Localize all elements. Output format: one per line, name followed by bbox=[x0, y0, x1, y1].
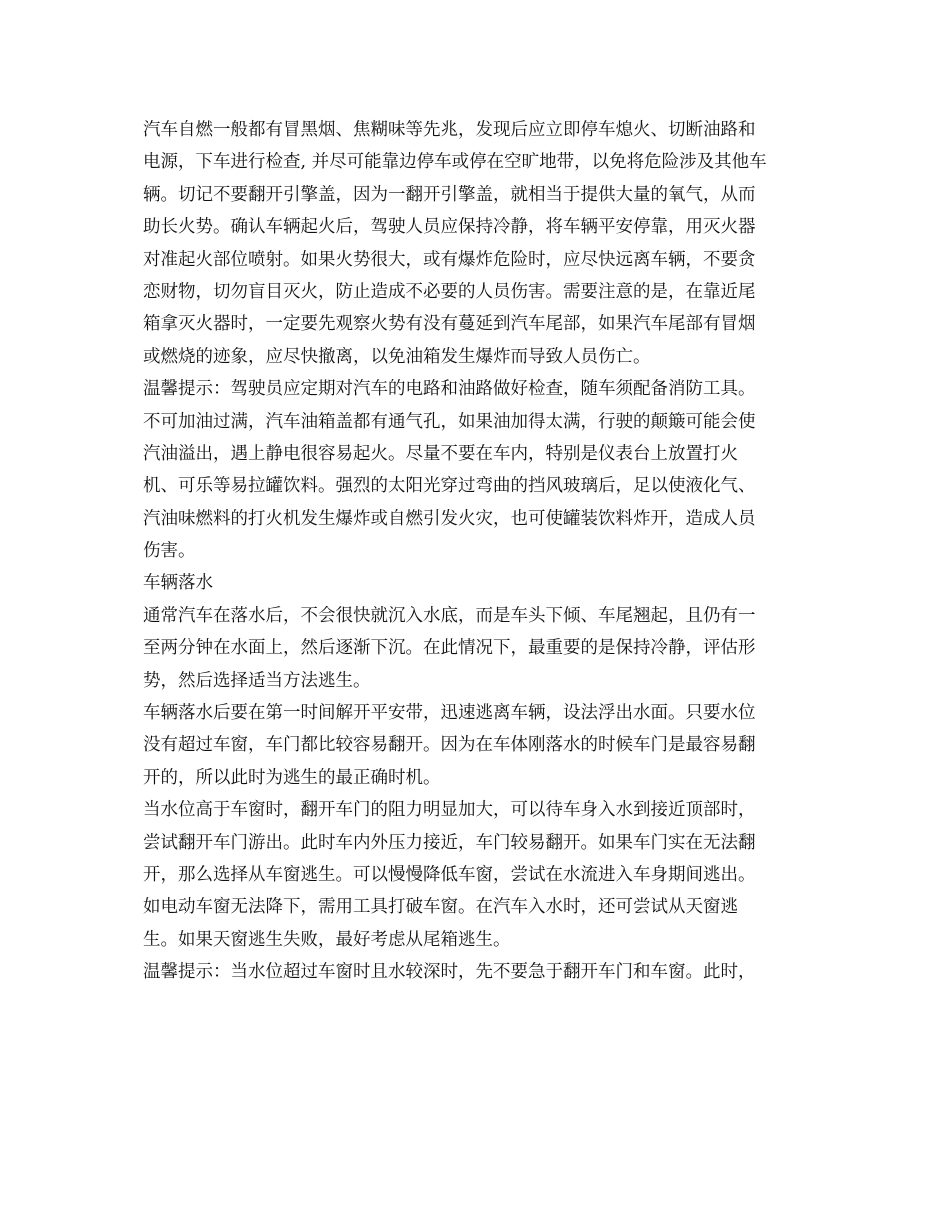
text-line: 势，然后选择适当方法逃生。 bbox=[143, 670, 371, 691]
text-line: 至两分钟在水面上，然后逐渐下沉。在此情况下，最重要的是保持冷静，评估形 bbox=[143, 638, 756, 659]
document-body bbox=[143, 114, 808, 989]
text-line: 开的，所以此时为逃生的最正确时机。 bbox=[143, 767, 441, 788]
text-line: 温馨提示：当水位超过车窗时且水较深时，先不要急于翻开车门和车窗。此时， bbox=[143, 962, 756, 983]
text-line: 伤害。 bbox=[143, 541, 196, 562]
text-line: 机、可乐等易拉罐饮料。强烈的太阳光穿过弯曲的挡风玻璃后，足以使液化气、 bbox=[143, 476, 756, 497]
text-line: 汽油溢出，遇上静电很容易起火。尽量不要在车内，特别是仪表台上放置打火 bbox=[143, 443, 738, 464]
section-heading: 车辆落水 bbox=[143, 573, 213, 594]
text-line: 不可加油过满，汽车油箱盖都有通气孔，如果油加得太满，行驶的颠簸可能会使 bbox=[143, 411, 756, 432]
text-line: 开，那么选择从车窗逃生。可以慢慢降低车窗，尝试在水流进入车身期间逃出。 bbox=[143, 864, 756, 885]
text-line: 没有超过车窗，车门都比较容易翻开。因为在车体刚落水的时候车门是最容易翻 bbox=[143, 735, 756, 756]
text-line: 如电动车窗无法降下，需用工具打破车窗。在汽车入水时，还可尝试从天窗逃 bbox=[143, 897, 738, 918]
text-line: 温馨提示：驾驶员应定期对汽车的电路和油路做好检查，随车须配备消防工具。 bbox=[143, 379, 756, 400]
text-line: 或燃烧的迹象，应尽快撤离，以免油箱发生爆炸而导致人员伤亡。 bbox=[143, 346, 651, 367]
text-line: 恋财物，切勿盲目灭火，防止造成不必要的人员伤害。需要注意的是，在靠近尾 bbox=[143, 281, 756, 302]
text-line: 电源，下车进行检查, 并尽可能靠边停车或停在空旷地带，以免将危险涉及其他车 bbox=[143, 152, 767, 173]
text-line: 通常汽车在落水后，不会很快就沉入水底，而是车头下倾、车尾翘起，且仍有一 bbox=[143, 605, 756, 626]
text-line: 汽车自燃一般都有冒黑烟、焦糊味等先兆，发现后应立即停车熄火、切断油路和 bbox=[143, 120, 756, 140]
text-line: 当水位高于车窗时，翻开车门的阻力明显加大，可以待车身入水到接近顶部时， bbox=[143, 800, 756, 821]
text-line: 箱拿灭火器时，一定要先观察火势有没有蔓延到汽车尾部，如果汽车尾部有冒烟 bbox=[143, 314, 756, 335]
text-line: 车辆落水后要在第一时间解开平安带，迅速逃离车辆，设法浮出水面。只要水位 bbox=[143, 703, 756, 724]
text-line: 辆。切记不要翻开引擎盖，因为一翻开引擎盖，就相当于提供大量的氧气，从而 bbox=[143, 184, 756, 205]
text-line: 汽油味燃料的打火机发生爆炸或自燃引发火灾，也可使罐装饮料炸开，造成人员 bbox=[143, 508, 756, 529]
text-line: 尝试翻开车门游出。此时车内外压力接近，车门较易翻开。如果车门实在无法翻 bbox=[143, 832, 756, 853]
text-line: 对准起火部位喷射。如果火势很大，或有爆炸危险时，应尽快远离车辆，不要贪 bbox=[143, 249, 756, 270]
text-line: 助长火势。确认车辆起火后，驾驶人员应保持冷静，将车辆平安停靠，用灭火器 bbox=[143, 217, 756, 238]
text-line: 生。如果天窗逃生失败，最好考虑从尾箱逃生。 bbox=[143, 929, 511, 950]
